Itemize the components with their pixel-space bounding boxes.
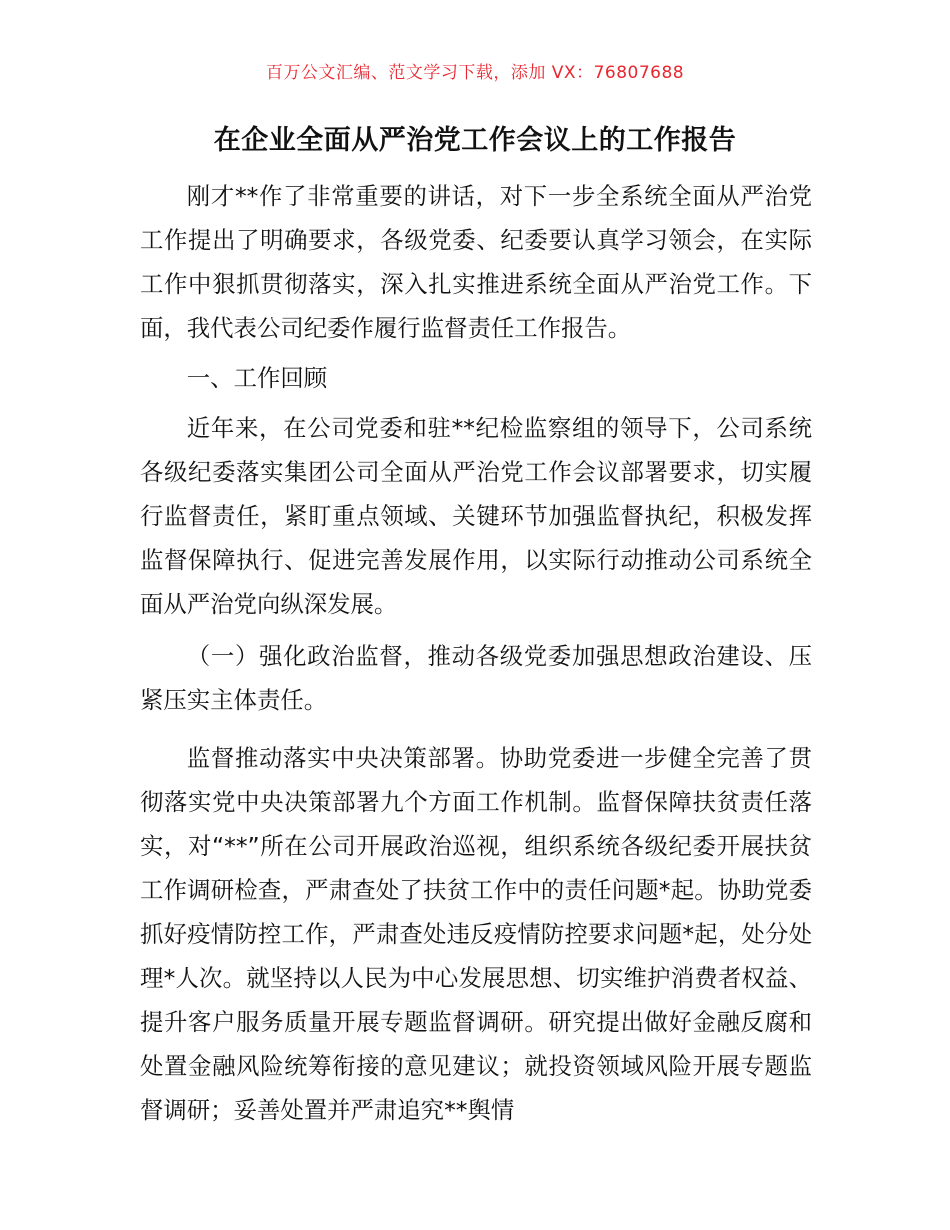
- subheading-political-supervision: （一）强化政治监督，推动各级党委加强思想政治建设、压紧压实主体责任。: [140, 642, 812, 714]
- document-body: [140, 174, 812, 1132]
- paragraph-supervision-details: 监督推动落实中央决策部署。协助党委进一步健全完善了贯彻落实党中央决策部署九个方面工作机制。监督保障扶贫责任落实，对“**”所在公司开展政治巡视，组织系统各级纪委开展扶贫工作调研检查，严肃查处了扶贫工作中的责任问题*起。协助党委抓好疫情防控工作，严肃查处违反疫情防控要求问题*起，处分处理*人次。就坚持以人民为中心发展思想、切实维护消费者权益、提升客户服务质量开展专题监督调研。研究提出做好金融反腐和处置金融风险统筹衔接的意见建议；就投资领域风险开展专题监督调研；妥善处置并严肃追究**舆情: [140, 744, 812, 1124]
- paragraph-intro: 刚才**作了非常重要的讲话，对下一步全系统全面从严治党工作提出了明确要求，各级党委、纪委要认真学习领会，在实际工作中狠抓贯彻落实，深入扎实推进系统全面从严治党工作。下面，我代表公司纪委作履行监督责任工作报告。: [140, 182, 812, 342]
- document-title: 在企业全面从严治党工作会议上的工作报告: [213, 125, 737, 156]
- section-heading-review: 一、工作回顾: [186, 364, 328, 392]
- watermark-banner: 百万公文汇编、范文学习下载，添加 VX：76807688: [265, 63, 685, 83]
- paragraph-review-overview: 近年来，在公司党委和驻**纪检监察组的领导下，公司系统各级纪委落实集团公司全面从严治党工作会议部署要求，切实履行监督责任，紧盯重点领域、关键环节加强监督执纪，积极发挥监督保障执行、促进完善发展作用，以实际行动推动公司系统全面从严治党向纵深发展。: [140, 414, 812, 618]
